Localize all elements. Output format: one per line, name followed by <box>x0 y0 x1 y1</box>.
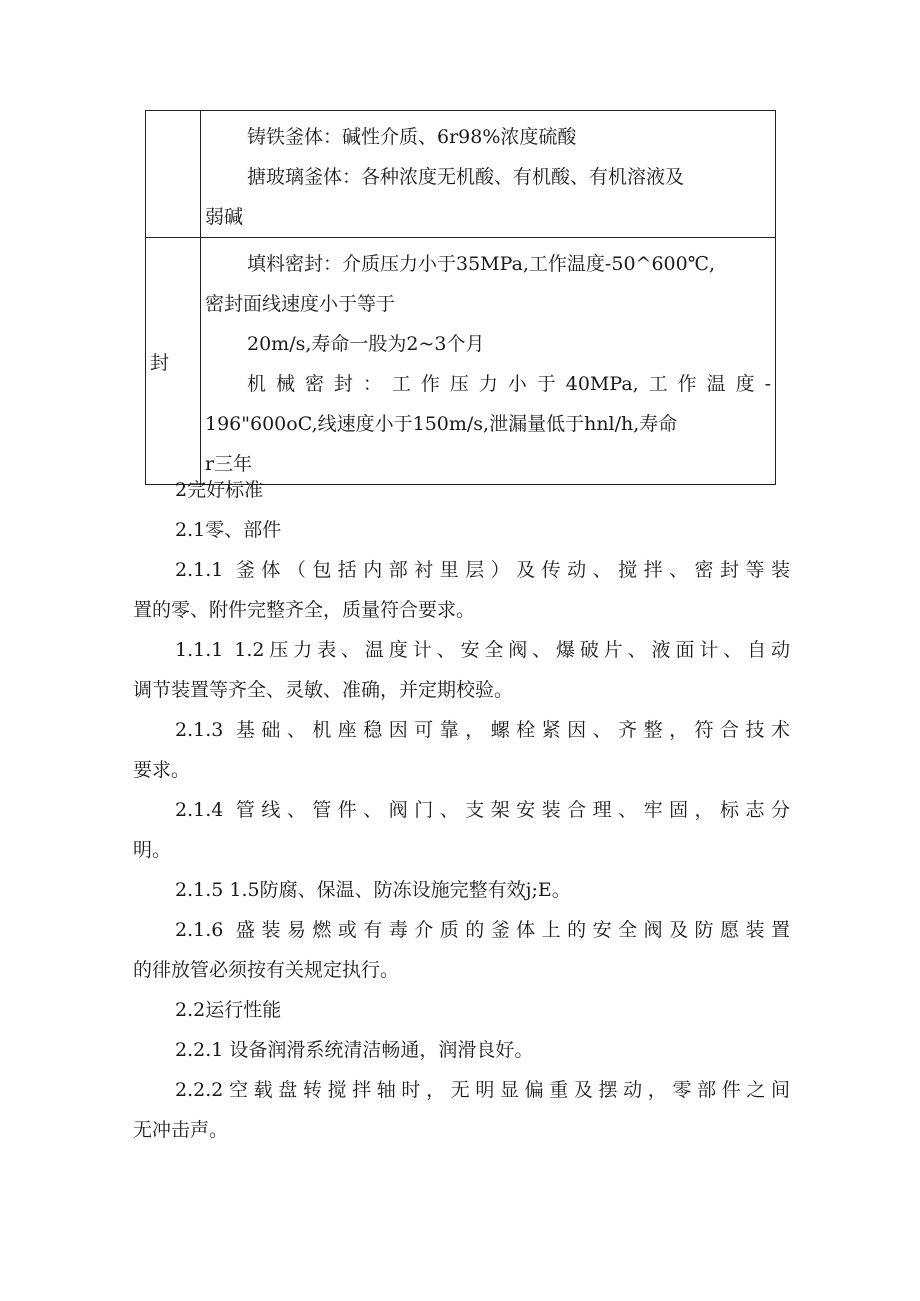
paragraph-line: 2.2.2空载盘转搅拌轴时，无明显偏重及摆动，零部件之间 <box>175 1079 790 1101</box>
paragraph-line: 2.1.1 釜体（包括内部衬里层）及传动、搅拌、密封等装 <box>175 559 790 581</box>
paragraph-line: 要求。 <box>133 759 191 781</box>
paragraph-line: 2.1.3 基础、机座稳因可靠，螺栓紧因、齐整，符合技术 <box>175 719 790 741</box>
section-heading: 2完好标准 <box>175 479 264 501</box>
body-text <box>133 470 790 1150</box>
row-content <box>201 111 776 238</box>
paragraph-line: 1.1.1 1.2压力表、温度计、安全阀、爆破片、液面计、自动 <box>175 639 790 661</box>
row-label: 封 <box>146 238 201 485</box>
content-line: 弱碱 <box>205 206 244 228</box>
paragraph-line: 2.2.1 设备润滑系统清洁畅通，润滑良好。 <box>175 1039 534 1061</box>
subsection-heading: 2.2运行性能 <box>175 999 282 1021</box>
content-line: 铸铁釜体：碱性介质、6r98%浓度硫酸 <box>247 126 577 148</box>
content-line: 搪玻璃釜体：各种浓度无机酸、有机酸、有机溶液及 <box>247 166 685 188</box>
paragraph-line: 无冲击声。 <box>133 1119 229 1141</box>
row-label <box>146 111 201 238</box>
paragraph-line: 的徘放管必须按有关规定执行。 <box>133 959 400 981</box>
content-line: 填料密封：介质压力小于35MPa,工作温度-50^600℃, <box>247 253 716 275</box>
spec-table <box>145 110 776 485</box>
paragraph-line: 调节装置等齐全、灵敏、准确，并定期校验。 <box>133 679 514 701</box>
table-row <box>146 238 776 485</box>
content-line: r三年 <box>205 453 253 475</box>
paragraph-line: 2.1.4 管线、管件、阀门、支架安装合理、牢固，标志分 <box>175 799 790 821</box>
subsection-heading: 2.1零、部件 <box>175 519 282 541</box>
content-line: 196"600oC,线速度小于150m/s,泄漏量低于hnl/h,寿命 <box>205 413 678 435</box>
paragraph-line: 置的零、附件完整齐全，质量符合要求。 <box>133 599 476 621</box>
content-line: 20m/s,寿命一股为2~3个月 <box>247 333 485 355</box>
paragraph-line: 2.1.6 盛装易燃或有毒介质的釜体上的安全阀及防愿装置 <box>175 919 790 941</box>
content-line: 机械密封：工作压力小于40MPa,工作温度- <box>247 373 771 395</box>
content-line: 密封面线速度小于等于 <box>205 293 396 315</box>
table-row <box>146 111 776 238</box>
paragraph-line: 2.1.5 1.5防腐、保温、防冻设施完整有效j;E。 <box>175 879 571 901</box>
paragraph-line: 明。 <box>133 839 172 861</box>
row-content <box>201 238 776 485</box>
